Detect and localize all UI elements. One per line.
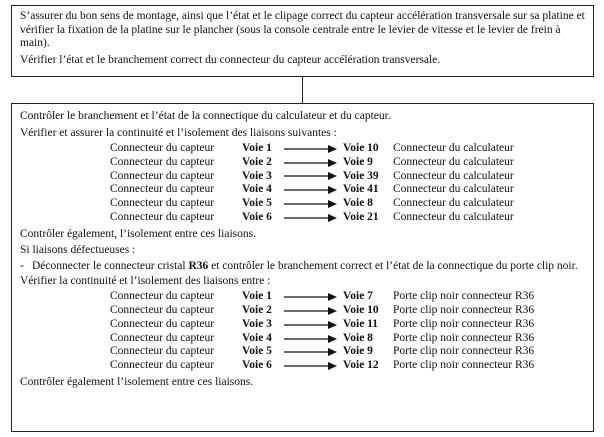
target-voie: Voie 8	[343, 197, 373, 210]
source-connector: Connecteur du capteur	[110, 210, 215, 223]
target-voie: Voie 21	[343, 210, 379, 223]
table-row	[110, 156, 585, 170]
source-connector: Connecteur du capteur	[110, 183, 215, 196]
target-connector: Porte clip noir connecteur R36	[393, 290, 535, 303]
arrow-right-icon	[282, 158, 339, 168]
flow-connector-line	[302, 77, 303, 103]
source-connector: Connecteur du capteur	[110, 142, 215, 154]
arrow-right-icon	[282, 144, 339, 154]
table-row	[110, 170, 585, 184]
wiring-table-porte-clip	[110, 290, 585, 373]
defect-bullet	[20, 260, 585, 272]
source-connector: Connecteur du capteur	[110, 304, 215, 317]
table-row	[110, 211, 585, 225]
source-connector: Connecteur du capteur	[110, 197, 215, 210]
source-voie: Voie 4	[242, 331, 272, 344]
arrow-right-icon	[282, 185, 339, 195]
target-connector: Porte clip noir connecteur R36	[393, 331, 535, 344]
table-row	[110, 197, 585, 211]
bullet-text-connector: R36	[188, 259, 209, 272]
arrow-right-icon	[282, 361, 339, 371]
table-row	[110, 359, 585, 373]
table-row	[110, 332, 585, 346]
source-voie: Voie 3	[242, 317, 272, 330]
source-connector: Connecteur du capteur	[110, 155, 215, 168]
source-voie: Voie 2	[242, 155, 272, 168]
target-connector: Connecteur du calculateur	[393, 183, 514, 196]
target-voie: Voie 7	[343, 290, 373, 303]
target-connector: Connecteur du calculateur	[393, 155, 514, 168]
bullet-text	[32, 260, 585, 272]
arrow-right-icon	[282, 213, 339, 223]
source-connector: Connecteur du capteur	[110, 345, 215, 358]
target-voie: Voie 11	[343, 317, 379, 330]
instruction-box-bottom	[11, 103, 594, 432]
table-row	[110, 290, 585, 304]
source-voie: Voie 5	[242, 345, 272, 358]
source-connector: Connecteur du capteur	[110, 317, 215, 330]
wiring-table-calculateur	[110, 142, 585, 225]
arrow-right-icon	[282, 334, 339, 344]
source-voie: Voie 1	[242, 290, 272, 303]
table-row	[110, 183, 585, 197]
target-voie: Voie 8	[343, 331, 373, 344]
target-voie: Voie 9	[343, 155, 373, 168]
target-connector: Porte clip noir connecteur R36	[393, 359, 535, 372]
source-connector: Connecteur du capteur	[110, 169, 215, 182]
arrow-right-icon	[282, 171, 339, 181]
source-voie: Voie 6	[242, 359, 272, 372]
target-voie: Voie 12	[343, 359, 379, 372]
source-voie: Voie 4	[242, 183, 272, 196]
table-row	[110, 142, 585, 156]
source-voie: Voie 2	[242, 304, 272, 317]
target-connector: Connecteur du calculateur	[393, 142, 514, 154]
arrow-right-icon	[282, 320, 339, 330]
connector-check-text: Vérifier l’état et le branchement correct du connecteur du capteur accélération transversale.	[20, 53, 441, 66]
source-voie: Voie 1	[242, 142, 272, 154]
target-voie: Voie 10	[343, 304, 379, 317]
target-connector: Connecteur du calculateur	[393, 210, 514, 223]
source-connector: Connecteur du capteur	[110, 331, 215, 344]
target-connector: Connecteur du calculateur	[393, 197, 514, 210]
continuity-intro-text-2: Vérifier la continuité et l’isolement des liaisons entre :	[20, 274, 271, 287]
isolation-check-text-2: Contrôler également l’isolement entre ces liaisons.	[20, 376, 254, 389]
bullet-dash: -	[20, 259, 24, 272]
connectique-check-text: Contrôler le branchement et l’état de la connectique du calculateur et du capteur.	[20, 110, 391, 122]
target-voie: Voie 39	[343, 169, 379, 182]
table-row	[110, 345, 585, 359]
target-voie: Voie 41	[343, 183, 379, 196]
source-voie: Voie 6	[242, 210, 272, 223]
instruction-box-top	[11, 5, 594, 77]
bullet-text-post: et contrôler le branchement correct et l’état de la connectique du porte clip noir.	[208, 259, 578, 272]
table-row	[110, 304, 585, 318]
isolation-check-text-1: Contrôler également, l’isolement entre ces liaisons.	[20, 227, 256, 240]
table-row	[110, 318, 585, 332]
source-connector: Connecteur du capteur	[110, 359, 215, 372]
arrow-right-icon	[282, 292, 339, 302]
source-voie: Voie 3	[242, 169, 272, 182]
target-connector: Porte clip noir connecteur R36	[393, 317, 535, 330]
target-connector: Connecteur du calculateur	[393, 169, 514, 182]
source-connector: Connecteur du capteur	[110, 290, 215, 303]
arrow-right-icon	[282, 199, 339, 209]
defect-title: Si liaisons défectueuses :	[20, 244, 136, 257]
target-voie: Voie 10	[343, 142, 379, 154]
bullet-text-pre: Déconnecter le connecteur cristal	[32, 259, 189, 272]
arrow-right-icon	[282, 347, 339, 357]
continuity-intro-text: Vérifier et assurer la continuité et l’isolement des liaisons suivantes :	[20, 126, 337, 139]
arrow-right-icon	[282, 306, 339, 316]
target-connector: Porte clip noir connecteur R36	[393, 304, 535, 317]
target-voie: Voie 9	[343, 345, 373, 358]
mounting-check-text: S’assurer du bon sens de montage, ainsi que l’état et le clipage correct du capteur accélération transversale sur sa platine et vérifier la fixation de la platine sur le plancher (sous la console centrale entre le levier de vitesse et le levier de frein à main).	[20, 10, 585, 49]
target-connector: Porte clip noir connecteur R36	[393, 345, 535, 358]
source-voie: Voie 5	[242, 197, 272, 210]
